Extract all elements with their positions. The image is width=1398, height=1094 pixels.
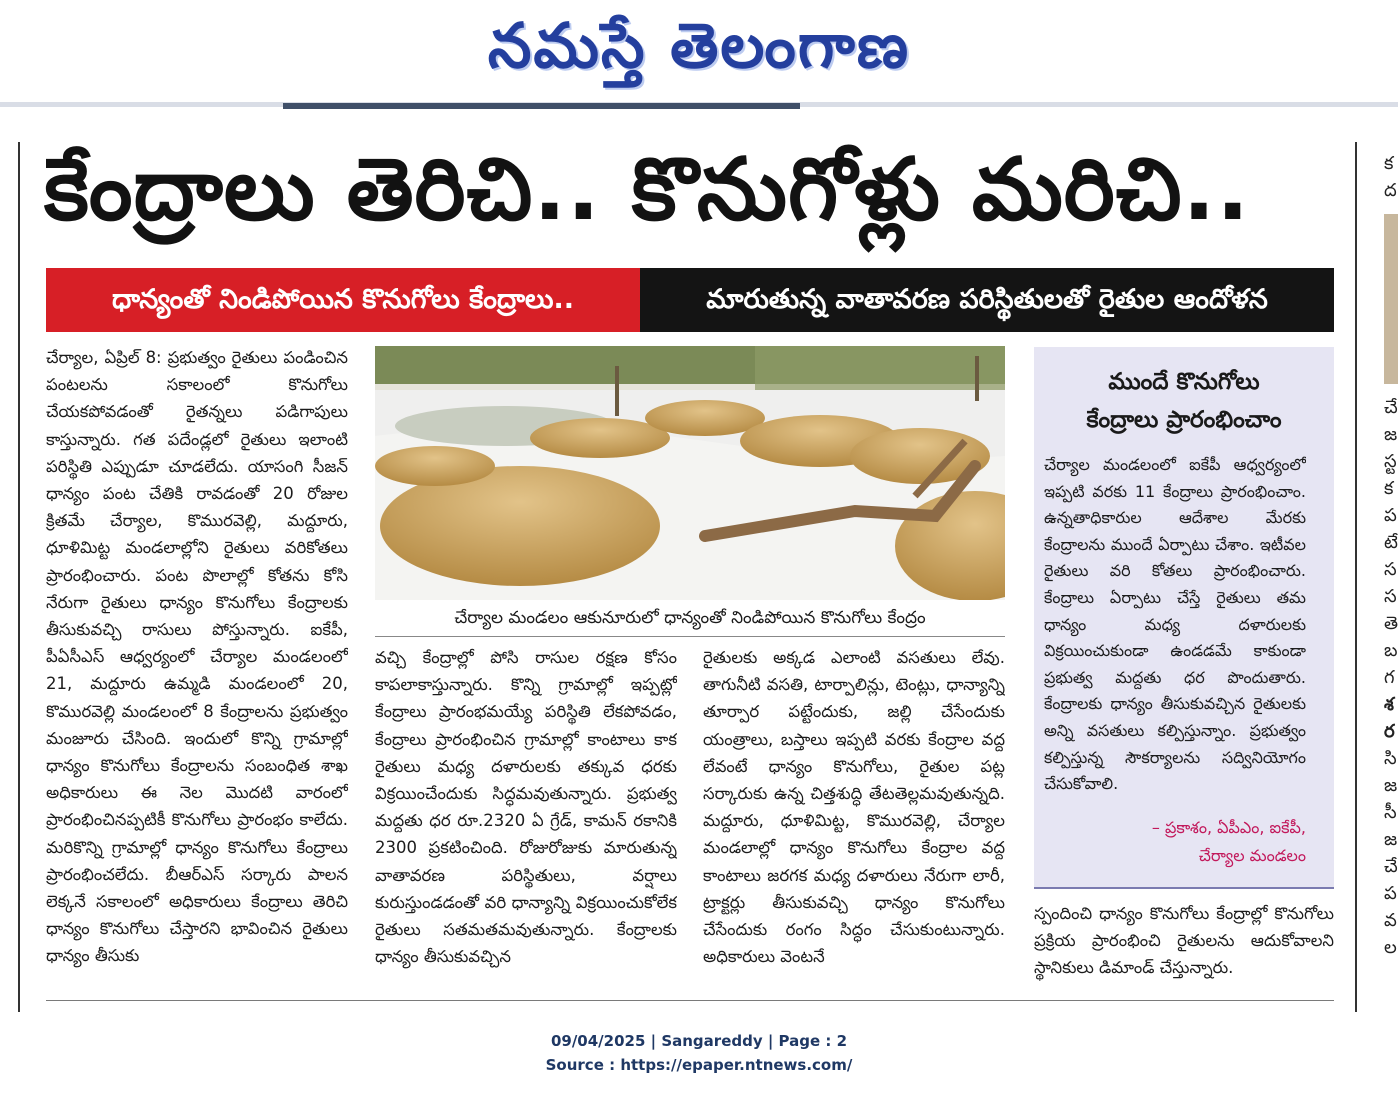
adjacent-photo-sliver [1384, 214, 1398, 384]
sidebar-body: చేర్యాల మండలంలో ఐకేపీ ఆధ్వర్యంలో ఇప్పటి వరకు 11 కేంద్రాలు ప్రారంభించాం. ఉన్నతాధికారుల ఆదేశాల మేరకు కేంద్రాలను ముందే ఏర్పాటు చేశాం. ఇటీవల రైతులు వరి కోతలు ప్రారంభించారు. కేంద్రాలు ఏర్పాటు చేస్తే రైతులు తమ ధాన్యం మధ్య దళారులకు విక్రయించుకుండా ఉండడమే కాకుండా ప్రభుత్వ మద్దతు ధర పొందుతారు. కేంద్రాలకు ధాన్యం తీసుకువచ్చిన రైతులకు అన్ని వసతులు కల్పిస్తున్నాం. ప్రభుత్వం కల్పిస్తున్న సౌకర్యాలను సద్వినియోగం చేసుకోవాలి. [1044, 455, 1306, 794]
subhead-black: మారుతున్న వాతావరణ పరిస్థితులతో రైతుల ఆందోళన [640, 268, 1334, 332]
fragment-char: బ [1384, 640, 1398, 661]
fragment-char: శ [1384, 694, 1394, 715]
article-column-4-tail: స్పందించి ధాన్యం కొనుగోలు కేంద్రాల్లో కొనుగోలు ప్రక్రియ ప్రారంభించి రైతులను ఆదుకోవాలని స్థానికులు డిమాండ్ చేస్తున్నారు. [1034, 904, 1334, 978]
fragment-char: క [1384, 478, 1394, 499]
fragment-char: చే [1384, 856, 1398, 877]
footer-date-edition: 09/04/2025 | Sangareddy | Page : 2 [550, 1032, 848, 1050]
article-column-3: రైతులకు అక్కడ ఎలాంటి వసతులు లేవు. తాగునీటి వసతి, టార్పాలిన్లు, టెంట్లు, ధాన్యాన్ని తూర్పార పట్టేందుకు, జల్లి చేసేందుకు యంత్రాలు, బస్తాలు ఇప్పటి వరకు కేంద్రాల వద్ద లేవంటే ధాన్యం కొనుగోలు, రైతుల పట్ల సర్కారుకు ఉన్న చిత్తశుద్ధి తేటతెల్లమవుతున్నది. మద్దూరు, ధూళిమిట్ట, కొమురవెల్లి, చేర్యాల మండలాల్లో ధాన్యం కొనుగోలు కేంద్రాల వద్ద కాంటాలు జరగక మధ్య దళారులు నేరుగా లారీ, ట్రాక్టర్లు తీసుకువచ్చి ధాన్యం కొనుగోలు చేసేందుకు రంగం సిద్ధం చేసుకుంటున్నారు. అధికారులు వెంటనే [703, 648, 1005, 967]
fragment-char: జ [1384, 775, 1398, 796]
caption-rule [375, 636, 1005, 637]
fragment-char: చే [1384, 397, 1398, 418]
article-column-1: చేర్యాల, ఏప్రిల్ 8: ప్రభుత్వం రైతులు పండించిన పంటలను సకాలంలో కొనుగోలు చేయకపోవడంతో రైతన్నలు పడిగాపులు కాస్తున్నారు. గత పదేండ్లలో రైతులు ఇలాంటి పరిస్థితి ఎప్పుడూ చూడలేదు. యాసంగి సీజన్ ధాన్యం పంట చేతికి రావడంతో 20 రోజుల క్రితమే చేర్యాల, కొమురవెల్లి, మద్దూరు, ధూళిమిట్ట మండలాల్లోని రైతులు వరికోతలు ప్రారంభించారు. పంట పొలాల్లో కోతను కోసి నేరుగా రైతులు ధాన్యం కొనుగోలు కేంద్రాలకు తీసుకువచ్చి రాసులు పోస్తున్నారు. ఐకేపీ, పీఏసీఎస్ ఆధ్వర్యంలో చేర్యాల మండలంలో 21, మద్దూరు ఉమ్మడి మండలంలో 20, కొమురవెల్లి మండలంలో 8 కేంద్రాలను ప్రభుత్వం మంజూరు చేసింది. ఇందులో కొన్ని గ్రామాల్లో ధాన్యం కొనుగోలు కేంద్రాలను సంబంధిత శాఖ అధికారులు ఈ నెల మొదటి వారంలో ప్రారంభించినప్పటికీ కొనుగోలు ప్రారంభం కాలేదు. మరికొన్ని గ్రామాల్లో ధాన్యం కొనుగోలు కేంద్రాలు ప్రారంభించలేదు. బీఆర్ఎస్ సర్కారు పాలన లెక్కనే సకాలంలో అధికారులు కేంద్రాలు తెరిచి ధాన్యం కొనుగోలు చేస్తారని భావించిన రైతులు ధాన్యం తీసుకు [46, 348, 348, 966]
fragment-char: టే [1384, 532, 1398, 553]
fragment-char: స [1384, 559, 1397, 580]
fragment-char: క [1384, 153, 1394, 174]
sidebar-credit [1060, 814, 1306, 870]
subhead-red: ధాన్యంతో నిండిపోయిన కొనుగోలు కేంద్రాలు.. [46, 268, 640, 332]
left-column-rule [18, 142, 20, 1012]
fragment-char: ల [1384, 937, 1397, 958]
fragment-char: ద [1384, 180, 1397, 201]
headline: కేంద్రాలు తెరిచి.. కొనుగోళ్లు మరిచి.. [44, 140, 1251, 240]
fragment-char: గ [1384, 667, 1395, 688]
fragment-char: వ [1384, 910, 1397, 931]
sidebar-credit-line-2: చేర్యాల మండలం [1198, 846, 1306, 865]
fragment-char: సి [1384, 748, 1397, 769]
right-column-rule [1355, 142, 1357, 1012]
adjacent-article-fragments [1384, 150, 1398, 961]
fragment-char: స్ట [1384, 451, 1397, 472]
article-column-2: వచ్చి కేంద్రాల్లో పోసి రాసుల రక్షణ కోసం కాపలాకాస్తున్నారు. కొన్ని గ్రామాల్లో ఇప్పట్లో కేంద్రాలు ప్రారంభమయ్యే పరిస్థితి లేకపోవడం, కేంద్రాలు ప్రారంభించిన గ్రామాల్లో కాంటాలు కాక రైతులు మధ్య దళారులకు తక్కువ ధరకు విక్రయించేందుకు సిద్ధమవుతున్నారు. ప్రభుత్వ మద్దతు ధర రూ.2320 ఏ గ్రేడ్, కామన్ రకానికి 2300 ప్రకటించింది. రోజురోజుకు మారుతున్న వాతావరణ పరిస్థితులు, వర్షాలు కురుస్తుండడంతో వరి ధాన్యాన్ని విక్రయించుకోలేక రైతులు సతమతమవుతున్నారు. కేంద్రాలకు ధాన్యం తీసుకువచ్చిన [375, 648, 677, 967]
fragment-char: తె [1384, 613, 1398, 634]
fragment-char: స [1384, 586, 1397, 607]
sidebar-title [1034, 363, 1334, 439]
sidebar-credit-line-1: – ప్రకాశం, ఏపీఎం, ఐకేపీ, [1151, 818, 1306, 837]
grain-heaps-photo [375, 346, 1005, 600]
fragment-char: ప [1384, 883, 1397, 904]
footer-source-link[interactable]: Source : https://epaper.ntnews.com/ [545, 1056, 853, 1074]
fragment-char: ప [1384, 505, 1397, 526]
fragment-char: జ [1384, 424, 1398, 445]
newspaper-logo: నమస్తే తెలంగాణ [487, 9, 911, 82]
fragment-char: ర [1384, 721, 1395, 742]
photo-caption: చేర్యాల మండలం ఆకునూరులో ధాన్యంతో నిండిపోయిన కొనుగోలు కేంద్రం [454, 608, 926, 628]
sidebar-title-line-2: కేంద్రాలు ప్రారంభించాం [1086, 407, 1282, 433]
masthead-accent-rule [283, 103, 800, 109]
page-bottom-rule [46, 1000, 1334, 1001]
fragment-char: జ [1384, 829, 1398, 850]
sidebar-title-line-1: ముందే కొనుగోలు [1108, 369, 1260, 395]
fragment-char: సీ [1384, 802, 1397, 823]
